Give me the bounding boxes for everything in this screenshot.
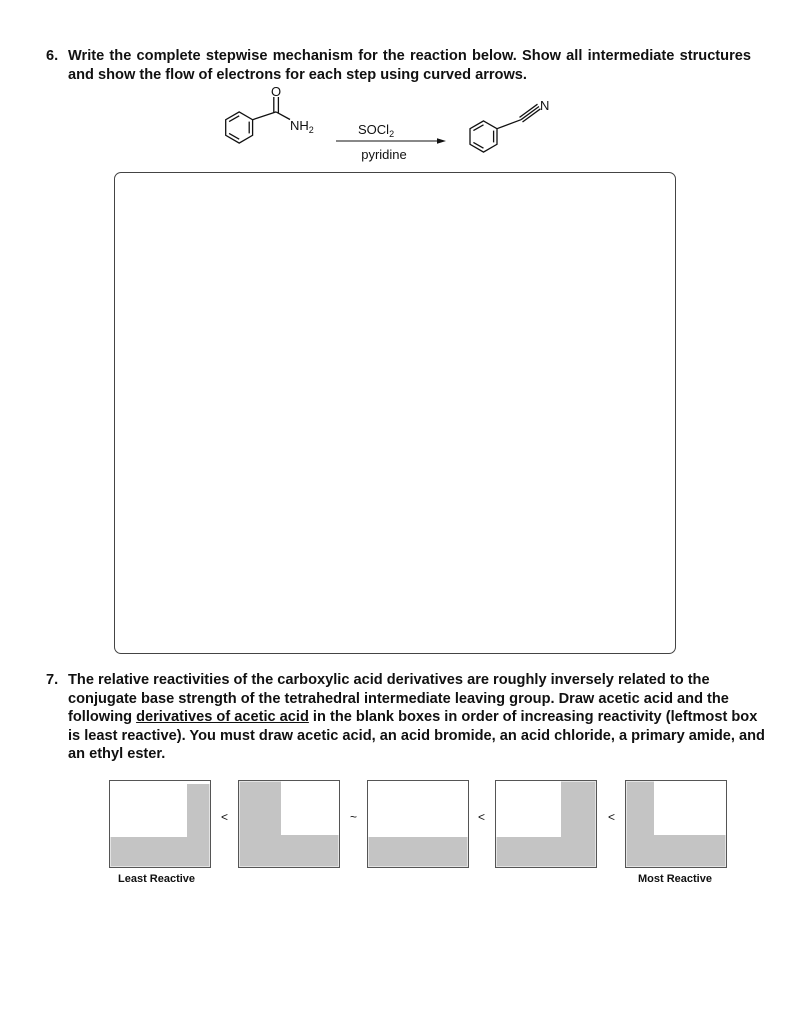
solvent-label: pyridine [361, 147, 407, 162]
reactivity-box-2[interactable] [238, 780, 340, 868]
mechanism-answer-box[interactable] [114, 172, 676, 654]
comparator-3: < [478, 810, 486, 824]
least-reactive-label: Least Reactive [118, 873, 196, 885]
arrow-head-icon [437, 138, 446, 144]
benzonitrile-structure [460, 92, 560, 172]
oxygen-label: O [270, 84, 282, 99]
question-7-number: 7. [46, 672, 59, 688]
question-6-text: Write the complete stepwise mechanism for the reaction below. Show all intermediate structures and show the flow of electrons for each step using curved arrows. [68, 48, 751, 83]
comparator-4: < [608, 810, 616, 824]
amine-label: $NH_2$ [290, 118, 314, 135]
comparator-1: < [221, 810, 229, 824]
reagent-label: SOCl$_2$ [358, 122, 395, 139]
underlined-phrase: derivatives of acetic acid [136, 709, 309, 725]
reactivity-box-5[interactable] [625, 780, 727, 868]
reactivity-box-4[interactable] [495, 780, 597, 868]
reaction-arrow [330, 112, 450, 167]
reactivity-box-3[interactable] [367, 780, 469, 868]
benzamide-structure [205, 80, 335, 170]
comparator-2: ~ [350, 810, 358, 824]
most-reactive-label: Most Reactive [638, 873, 712, 885]
reactivity-box-1[interactable] [109, 780, 211, 868]
nitrogen-label: N [540, 98, 550, 113]
question-6-number: 6. [46, 48, 59, 64]
question-7-text: The relative reactivities of the carboxylic acid derivatives are roughly inversely related to the conjugate base strength of the tetrahedral intermediate leaving group. Draw acetic acid and the following derivatives of acetic acid in the blank boxes in order of increasing reactivity (leftmost box is least reactive). You must draw acetic acid, an acid bromide, an acid chloride, a primary amide, and an ethyl ester. [68, 672, 765, 762]
